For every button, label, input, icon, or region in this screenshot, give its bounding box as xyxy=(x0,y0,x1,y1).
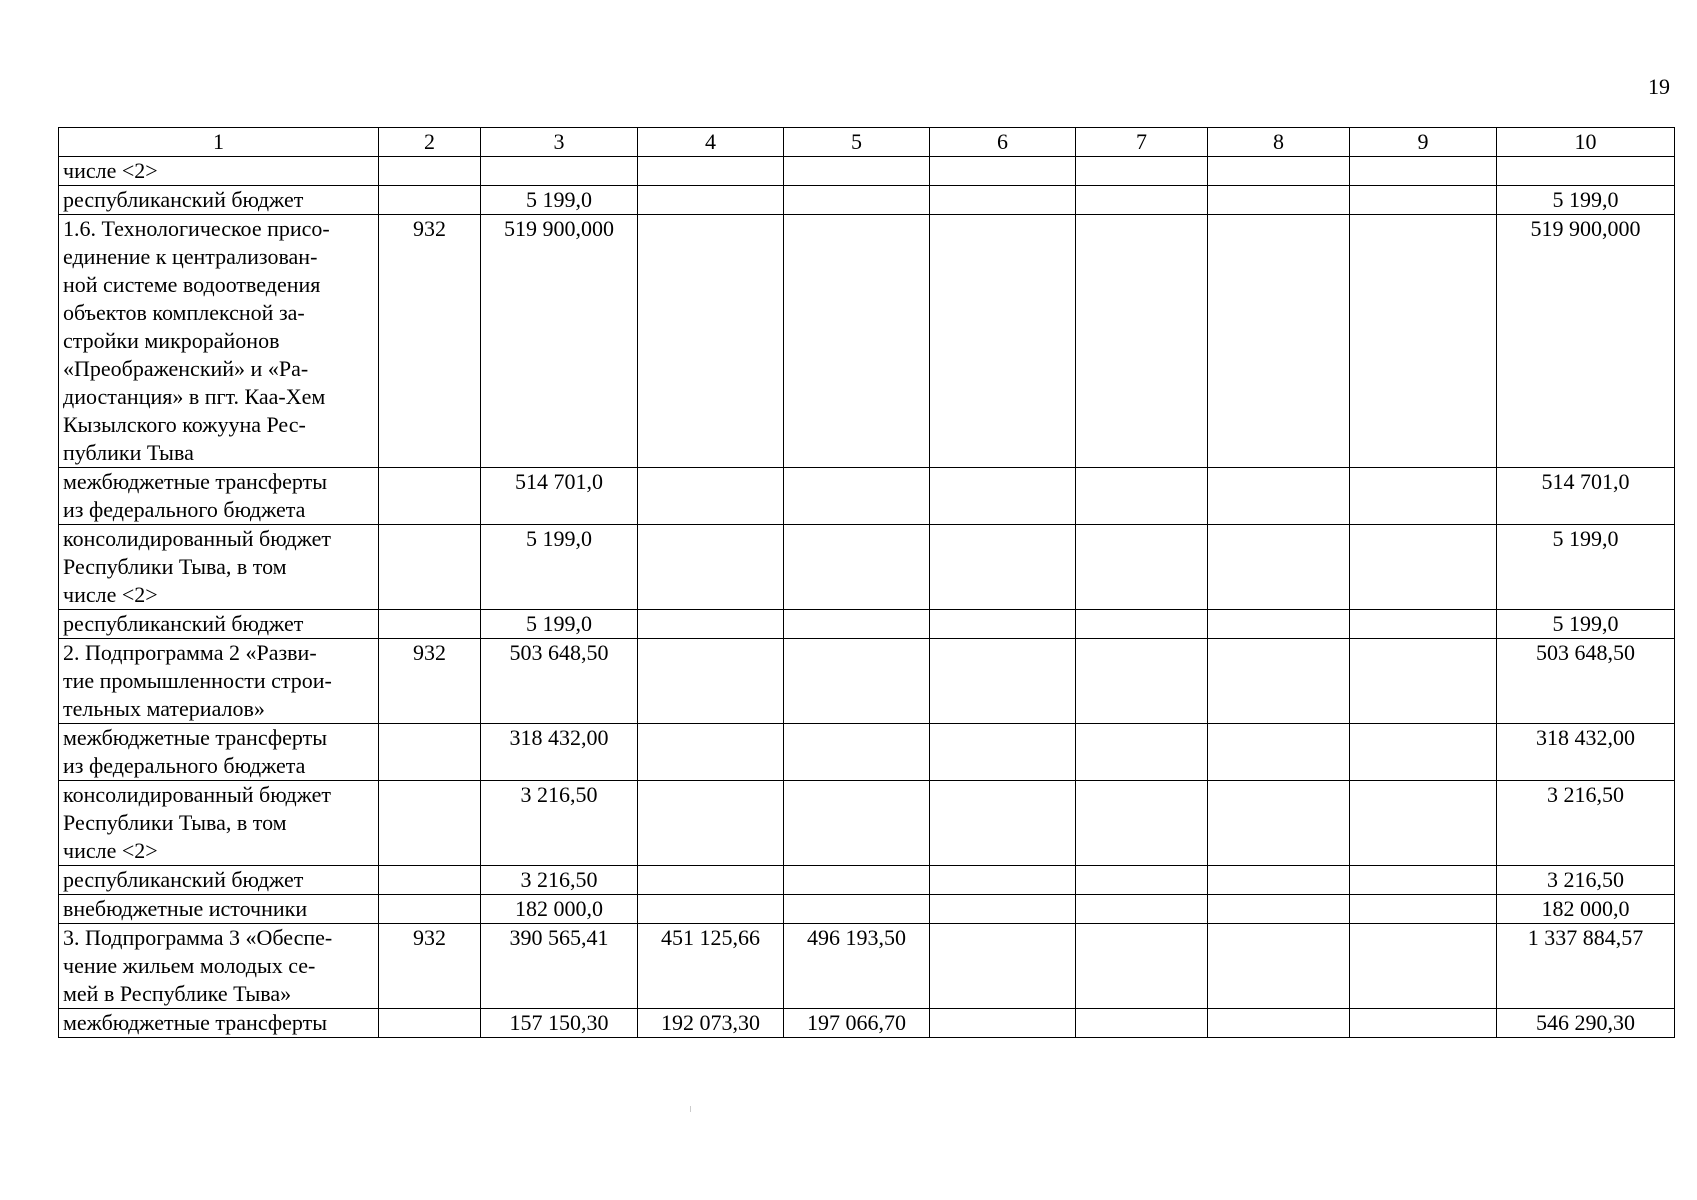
cell-col6 xyxy=(930,895,1076,924)
cell-col7 xyxy=(1076,639,1208,724)
row-label: 1.6. Технологическое присо- единение к централизован- ной системе водоотведения объектов комплексной за- стройки микрорайонов «Преображенский» и «Ра- диостанция» в пгт. Каа-Хем Кызылского кожууна Рес- публики Тыва xyxy=(59,215,379,468)
budget-table xyxy=(58,127,1675,1038)
cell-col3: 514 701,0 xyxy=(481,468,638,525)
cell-col9 xyxy=(1350,157,1497,186)
cell-col8 xyxy=(1208,1009,1350,1038)
cell-col3: 503 648,50 xyxy=(481,639,638,724)
table-row xyxy=(59,895,1675,924)
cell-col2 xyxy=(379,781,481,866)
cell-col5 xyxy=(784,781,930,866)
cell-col4 xyxy=(638,639,784,724)
row-label: республиканский бюджет xyxy=(59,866,379,895)
cell-col7 xyxy=(1076,525,1208,610)
cell-col10: 519 900,000 xyxy=(1497,215,1675,468)
cell-col3 xyxy=(481,157,638,186)
cell-col2: 932 xyxy=(379,924,481,1009)
cell-col10: 503 648,50 xyxy=(1497,639,1675,724)
column-header-3: 3 xyxy=(481,128,638,157)
cell-col5 xyxy=(784,639,930,724)
row-label: межбюджетные трансферты из федерального бюджета xyxy=(59,724,379,781)
cell-col3: 3 216,50 xyxy=(481,866,638,895)
cell-col4 xyxy=(638,895,784,924)
cell-col7 xyxy=(1076,186,1208,215)
cell-col2 xyxy=(379,1009,481,1038)
table-row xyxy=(59,525,1675,610)
cell-col3: 5 199,0 xyxy=(481,610,638,639)
cell-col5: 197 066,70 xyxy=(784,1009,930,1038)
cell-col6 xyxy=(930,924,1076,1009)
cell-col2 xyxy=(379,157,481,186)
cell-col9 xyxy=(1350,1009,1497,1038)
cell-col9 xyxy=(1350,468,1497,525)
cell-col10: 3 216,50 xyxy=(1497,781,1675,866)
cell-col10: 5 199,0 xyxy=(1497,525,1675,610)
row-label: внебюджетные источники xyxy=(59,895,379,924)
cell-col5 xyxy=(784,157,930,186)
cell-col2 xyxy=(379,610,481,639)
cell-col7 xyxy=(1076,1009,1208,1038)
cell-col2 xyxy=(379,525,481,610)
table-row xyxy=(59,724,1675,781)
cell-col3: 182 000,0 xyxy=(481,895,638,924)
cell-col3: 5 199,0 xyxy=(481,525,638,610)
cell-col10: 5 199,0 xyxy=(1497,186,1675,215)
cell-col5 xyxy=(784,610,930,639)
cell-col9 xyxy=(1350,186,1497,215)
cell-col3: 5 199,0 xyxy=(481,186,638,215)
column-header-9: 9 xyxy=(1350,128,1497,157)
cell-col2 xyxy=(379,186,481,215)
cell-col2 xyxy=(379,468,481,525)
cell-col10: 318 432,00 xyxy=(1497,724,1675,781)
cell-col5 xyxy=(784,724,930,781)
page-number: 19 xyxy=(1648,74,1670,99)
cell-col5 xyxy=(784,895,930,924)
cell-col2 xyxy=(379,866,481,895)
cell-col7 xyxy=(1076,924,1208,1009)
cell-col3: 519 900,000 xyxy=(481,215,638,468)
cell-col6 xyxy=(930,525,1076,610)
cell-col9 xyxy=(1350,610,1497,639)
table-row xyxy=(59,468,1675,525)
cell-col6 xyxy=(930,157,1076,186)
cell-col5 xyxy=(784,866,930,895)
cell-col4 xyxy=(638,866,784,895)
cell-col9 xyxy=(1350,639,1497,724)
cell-col9 xyxy=(1350,866,1497,895)
cell-col6 xyxy=(930,468,1076,525)
cell-col4 xyxy=(638,724,784,781)
cell-col3: 157 150,30 xyxy=(481,1009,638,1038)
cell-col7 xyxy=(1076,468,1208,525)
cell-col10: 182 000,0 xyxy=(1497,895,1675,924)
row-label: консолидированный бюджет Республики Тыва, в том числе <2> xyxy=(59,781,379,866)
cell-col8 xyxy=(1208,895,1350,924)
cell-col4: 451 125,66 xyxy=(638,924,784,1009)
cell-col2 xyxy=(379,724,481,781)
cell-col7 xyxy=(1076,215,1208,468)
table-row xyxy=(59,157,1675,186)
row-label: числе <2> xyxy=(59,157,379,186)
column-header-5: 5 xyxy=(784,128,930,157)
cell-col5 xyxy=(784,215,930,468)
cell-col10: 514 701,0 xyxy=(1497,468,1675,525)
column-header-2: 2 xyxy=(379,128,481,157)
cell-col6 xyxy=(930,186,1076,215)
row-label: консолидированный бюджет Республики Тыва, в том числе <2> xyxy=(59,525,379,610)
cell-col8 xyxy=(1208,781,1350,866)
cell-col6 xyxy=(930,781,1076,866)
column-header-8: 8 xyxy=(1208,128,1350,157)
header-row xyxy=(59,128,1675,157)
cell-col9 xyxy=(1350,724,1497,781)
cell-col9 xyxy=(1350,215,1497,468)
row-label: 2. Подпрограмма 2 «Разви- тие промышленности строи- тельных материалов» xyxy=(59,639,379,724)
cell-col8 xyxy=(1208,924,1350,1009)
cell-col4 xyxy=(638,215,784,468)
cell-col2 xyxy=(379,895,481,924)
cell-col9 xyxy=(1350,895,1497,924)
cell-col8 xyxy=(1208,186,1350,215)
cell-col7 xyxy=(1076,781,1208,866)
cell-col6 xyxy=(930,639,1076,724)
cell-col9 xyxy=(1350,924,1497,1009)
cell-col9 xyxy=(1350,781,1497,866)
scan-mark xyxy=(690,1106,691,1112)
cell-col3: 3 216,50 xyxy=(481,781,638,866)
cell-col6 xyxy=(930,866,1076,895)
table-row xyxy=(59,866,1675,895)
cell-col2: 932 xyxy=(379,215,481,468)
table-row xyxy=(59,924,1675,1009)
table-row xyxy=(59,186,1675,215)
cell-col4: 192 073,30 xyxy=(638,1009,784,1038)
column-header-6: 6 xyxy=(930,128,1076,157)
cell-col7 xyxy=(1076,610,1208,639)
table-row xyxy=(59,610,1675,639)
cell-col8 xyxy=(1208,525,1350,610)
cell-col5 xyxy=(784,186,930,215)
cell-col6 xyxy=(930,215,1076,468)
column-header-1: 1 xyxy=(59,128,379,157)
cell-col8 xyxy=(1208,639,1350,724)
cell-col4 xyxy=(638,468,784,525)
column-header-4: 4 xyxy=(638,128,784,157)
row-label: межбюджетные трансферты из федерального бюджета xyxy=(59,468,379,525)
column-header-10: 10 xyxy=(1497,128,1675,157)
cell-col10 xyxy=(1497,157,1675,186)
cell-col10: 5 199,0 xyxy=(1497,610,1675,639)
cell-col7 xyxy=(1076,724,1208,781)
cell-col7 xyxy=(1076,895,1208,924)
row-label: республиканский бюджет xyxy=(59,610,379,639)
cell-col5 xyxy=(784,525,930,610)
cell-col10: 1 337 884,57 xyxy=(1497,924,1675,1009)
cell-col8 xyxy=(1208,866,1350,895)
table-row xyxy=(59,215,1675,468)
cell-col7 xyxy=(1076,866,1208,895)
table-row xyxy=(59,639,1675,724)
cell-col9 xyxy=(1350,525,1497,610)
cell-col8 xyxy=(1208,468,1350,525)
cell-col4 xyxy=(638,186,784,215)
cell-col6 xyxy=(930,724,1076,781)
cell-col2: 932 xyxy=(379,639,481,724)
cell-col4 xyxy=(638,781,784,866)
cell-col4 xyxy=(638,157,784,186)
cell-col8 xyxy=(1208,724,1350,781)
column-header-7: 7 xyxy=(1076,128,1208,157)
cell-col8 xyxy=(1208,610,1350,639)
cell-col4 xyxy=(638,610,784,639)
cell-col7 xyxy=(1076,157,1208,186)
row-label: республиканский бюджет xyxy=(59,186,379,215)
row-label: межбюджетные трансферты xyxy=(59,1009,379,1038)
cell-col8 xyxy=(1208,215,1350,468)
cell-col8 xyxy=(1208,157,1350,186)
cell-col3: 390 565,41 xyxy=(481,924,638,1009)
cell-col5: 496 193,50 xyxy=(784,924,930,1009)
cell-col3: 318 432,00 xyxy=(481,724,638,781)
row-label: 3. Подпрограмма 3 «Обеспе- чение жильем молодых се- мей в Республике Тыва» xyxy=(59,924,379,1009)
cell-col6 xyxy=(930,1009,1076,1038)
cell-col10: 3 216,50 xyxy=(1497,866,1675,895)
cell-col10: 546 290,30 xyxy=(1497,1009,1675,1038)
table-row xyxy=(59,1009,1675,1038)
cell-col4 xyxy=(638,525,784,610)
cell-col5 xyxy=(784,468,930,525)
table-row xyxy=(59,781,1675,866)
cell-col6 xyxy=(930,610,1076,639)
